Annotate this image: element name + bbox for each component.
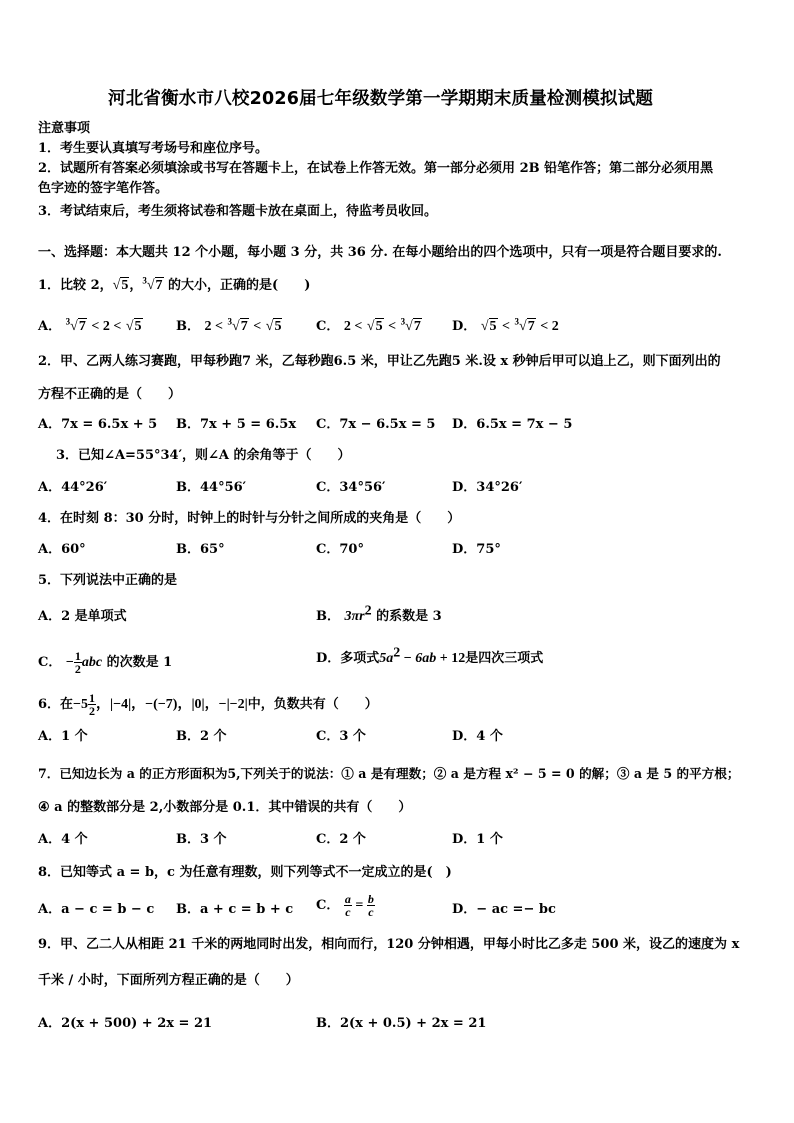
question-6-stem: 6．在−5 $\frac{1}{2}$ ，|−4|，−(−7)，|0|，−|−2|中，负数共有（ ） (38, 691, 378, 718)
page-title: 河北省衡水市八校2026届七年级数学第一学期期末质量检测模拟试题 (108, 89, 654, 109)
question-8-option-a: A．a − c = b − c (38, 902, 155, 917)
question-7-line-1: 7．已知边长为 a 的正方形面积为5,下列关于的说法：① a 是有理数；② a 是方程 x² − 5 = 0 的解；③ a 是 5 的平方根； (38, 766, 740, 781)
question-2-option-a: A．7x = 6.5x + 5 (38, 417, 158, 432)
notes-heading: 注意事项 (38, 121, 91, 136)
question-7-option-a: A．4 个 (38, 832, 88, 847)
question-4-option-a: A．60° (38, 542, 86, 557)
question-5-option-b: B． $3\pi r^2$ 的系数是 3 (316, 603, 442, 624)
question-6-option-d: D．4 个 (452, 729, 503, 744)
question-3-stem: 3．已知∠A=55°34′，则∠A 的余角等于（ ） (56, 448, 351, 463)
question-5-option-a: A．2 是单项式 (38, 609, 127, 624)
question-7-option-d: D．1 个 (452, 832, 503, 847)
question-3-option-a: A．44°26′ (38, 480, 108, 495)
question-6-option-b: B．2 个 (176, 729, 227, 744)
question-3-option-b: B．44°56′ (176, 480, 247, 495)
question-2-option-c: C．7x − 6.5x = 5 (316, 417, 436, 432)
question-8-stem: 8．已知等式 a = b，c 为任意有理数，则下列等式不一定成立的是( ) (38, 865, 452, 880)
question-1-option-c: C． 2 < √5 < $^3$√7 (316, 316, 421, 334)
question-1-option-b: B． 2 < $^3$√7 < √5 (176, 316, 282, 334)
question-9-line-2: 千米 / 小时，下面所列方程正确的是（ ） (38, 973, 299, 988)
question-8-option-d: D．− ac =− bc (452, 902, 556, 917)
question-9-option-b: B．2(x + 0.5) + 2x = 21 (316, 1016, 487, 1031)
note-item-2: 2．试题所有答案必须填涂或书写在答题卡上，在试卷上作答无效。第一部分必须用 2B 铅笔作答；第二部分必须用黑 (38, 161, 714, 176)
question-2-option-d: D．6.5x = 7x − 5 (452, 417, 573, 432)
question-3-option-d: D．34°26′ (452, 480, 523, 495)
question-2-line-1: 2．甲、乙两人练习赛跑，甲每秒跑7 米，乙每秒跑6.5 米，甲让乙先跑5 米.设 x 秒钟后甲可以追上乙，则下面列出的 (38, 354, 721, 369)
note-item-1: 1．考生要认真填写考场号和座位序号。 (38, 141, 269, 156)
section-heading: 一、选择题：本大题共 12 个小题，每小题 3 分，共 36 分. 在每小题给出的四个选项中，只有一项是符合题目要求的. (38, 245, 722, 260)
question-1-option-d: D． √5 < $^3$√7 < 2 (452, 316, 559, 334)
note-item-2-cont: 色字迹的签字笔作答。 (38, 181, 169, 196)
question-7-option-c: C．2 个 (316, 832, 366, 847)
question-4-option-d: D．75° (452, 542, 501, 557)
question-8-option-b: B．a + c = b + c (176, 902, 294, 917)
question-9-option-a: A．2(x + 500) + 2x = 21 (38, 1016, 213, 1031)
question-5-stem: 5．下列说法中正确的是 (38, 573, 178, 588)
question-8-option-c: C． $\frac{a}{c}$ = $\frac{b}{c}$ (316, 892, 374, 919)
question-4-option-c: C．70° (316, 542, 364, 557)
question-9-line-1: 9．甲、乙二人从相距 21 千米的两地同时出发，相向而行，120 分钟相遇，甲每小时比乙多走 500 米，设乙的速度为 x (38, 937, 740, 952)
question-1-option-a: A． $^3$√7 < 2 < √5 (38, 316, 142, 334)
note-item-3: 3．考试结束后，考生须将试卷和答题卡放在桌面上，待监考员收回。 (38, 204, 438, 219)
question-7-line-2: ④ a 的整数部分是 2,小数部分是 0.1．其中错误的共有（ ） (38, 800, 412, 815)
question-6-option-a: A．1 个 (38, 729, 88, 744)
question-3-option-c: C．34°56′ (316, 480, 386, 495)
question-5-option-c: C． − $\frac{1}{2}$ abc 的次数是 1 (38, 649, 173, 676)
question-1-stem: 1．比较 2，√5，$^3$√7 的大小，正确的是( ) (38, 275, 311, 293)
question-7-option-b: B．3 个 (176, 832, 227, 847)
question-4-stem: 4．在时刻 8：30 分时，时钟上的时针与分针之间所成的夹角是（ ） (38, 511, 461, 526)
question-5-option-d: D．多项式$5a^2 - 6ab + 12$是四次三项式 (316, 645, 544, 666)
question-4-option-b: B．65° (176, 542, 225, 557)
question-6-option-c: C．3 个 (316, 729, 366, 744)
question-2-line-2: 方程不正确的是（ ） (38, 387, 182, 402)
question-2-option-b: B．7x + 5 = 6.5x (176, 417, 297, 432)
